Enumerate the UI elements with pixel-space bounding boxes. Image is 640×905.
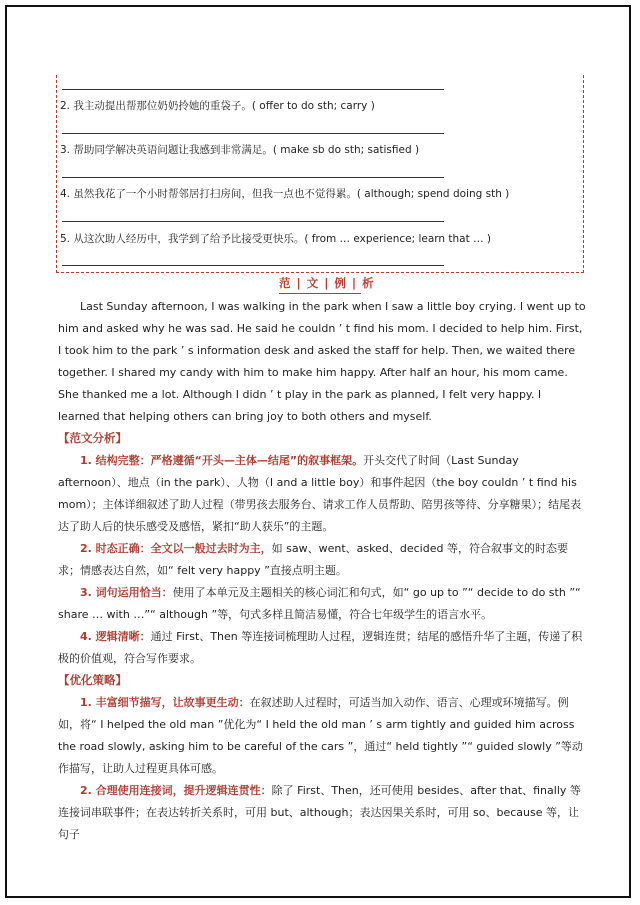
analysis-point-label: 4. 逻辑清晰： (80, 630, 151, 643)
analysis-point (58, 538, 586, 582)
analysis-point (58, 582, 586, 626)
essay-text: Last Sunday afternoon, I was walking in the park when I saw a little boy crying. I went up to him and asked why he was sad. He said he couldn ’ t find his mom. I decided to help him. First, I took him to the park ’ s information desk and asked the staff for help. Then, we waited there together. I shared my candy with him to make him happy. After half an hour, his mom came. She thanked me a lot. Although I didn ’ t play in the park as planned, I felt very happy. I learned that helping others can bring joy to both others and myself. (58, 300, 586, 423)
strategy-point (58, 692, 586, 780)
analysis-point-text: 如 saw、went、asked、decided 等，符合叙事文的时态要求；情感表达自然，如“ felt very happy ”直接点明主题。 (58, 542, 568, 577)
analysis-point-label: 2. 时态正确：全文以一般过去时为主， (80, 542, 272, 555)
analysis-point (58, 626, 586, 670)
answer-line (62, 177, 444, 178)
analysis-point-text: 通过 First、Then 等连接词梳理助人过程，逻辑连贯；结尾的感悟升华了主题，传递了积极的价值观，符合写作要求。 (58, 630, 583, 665)
analysis-point-text: 使用了本单元及主题相关的核心词汇和句式，如“ go up to ”“ decide to do sth ”“ share … with …”“ although ”等，句式多样且简洁易懂，符合七年级学生的语言水平。 (58, 586, 581, 621)
analysis-point-label: 1. 结构完整：严格遵循“开头—主体—结尾”的叙事框架。 (80, 454, 364, 467)
answer-line (62, 89, 444, 90)
strategy-point-label: 2. 合理使用连接词，提升逻辑连贯性： (80, 784, 272, 797)
strategy-point-text: 在叙述助人过程时，可适当加入动作、语言、心理或环境描写。例如，将“ I helped the old man ”优化为“ I held the old man ’ s arm tightly and guided him across the road slowly, asking him to be careful of the cars ”，通过“ held tightly ”“ guided slowly ”等动作描写，让助人过程更具体可感。 (58, 696, 583, 775)
exercise-item-3: 3. 帮助同学解决英语问题让我感到非常满足。( make sb do sth; satisfied ) (60, 144, 420, 156)
sample-title: 范 | 文 | 例 | 析 (279, 275, 361, 294)
analysis-point-text: 开头交代了时间（Last Sunday afternoon）、地点（in the park）、人物（I and a little boy）和事件起因（the boy couldn ’ t find his mom）；主体详细叙述了助人过程（带男孩去服务台、请求工作人员帮助、陪男孩等待、分享糖果）；结尾表达了助人后的快乐感受及感悟，紧扣“助人获乐”的主题。 (58, 454, 582, 533)
sample-essay (58, 296, 586, 428)
answer-line (62, 133, 444, 134)
answer-line (62, 265, 444, 266)
analysis-point (58, 450, 586, 538)
analysis-point-label: 3. 词句运用恰当： (80, 586, 173, 599)
exercise-item-5: 5. 从这次助人经历中，我学到了给予比接受更快乐。( from … experience; learn that … ) (60, 233, 492, 245)
strategy-point (58, 780, 586, 846)
answer-line (62, 221, 444, 222)
strategy-body (58, 692, 586, 846)
strategy-point-text: 除了 First、Then，还可使用 besides、after that、finally 等连接词串联事件；在表达转折关系时，可用 but、although；表达因果关系时，可用 so、because 等，让句子 (58, 784, 581, 841)
analysis-heading: 【范文分析】 (58, 431, 127, 445)
strategy-heading: 【优化策略】 (58, 673, 127, 687)
strategy-point-label: 1. 丰富细节描写，让故事更生动： (80, 696, 250, 709)
analysis-body (58, 450, 586, 670)
exercise-item-2: 2. 我主动提出帮那位奶奶拎她的重袋子。( offer to do sth; carry ) (60, 100, 375, 112)
exercise-item-4: 4. 虽然我花了一个小时帮邻居打扫房间，但我一点也不觉得累。( although; spend doing sth ) (60, 188, 510, 200)
